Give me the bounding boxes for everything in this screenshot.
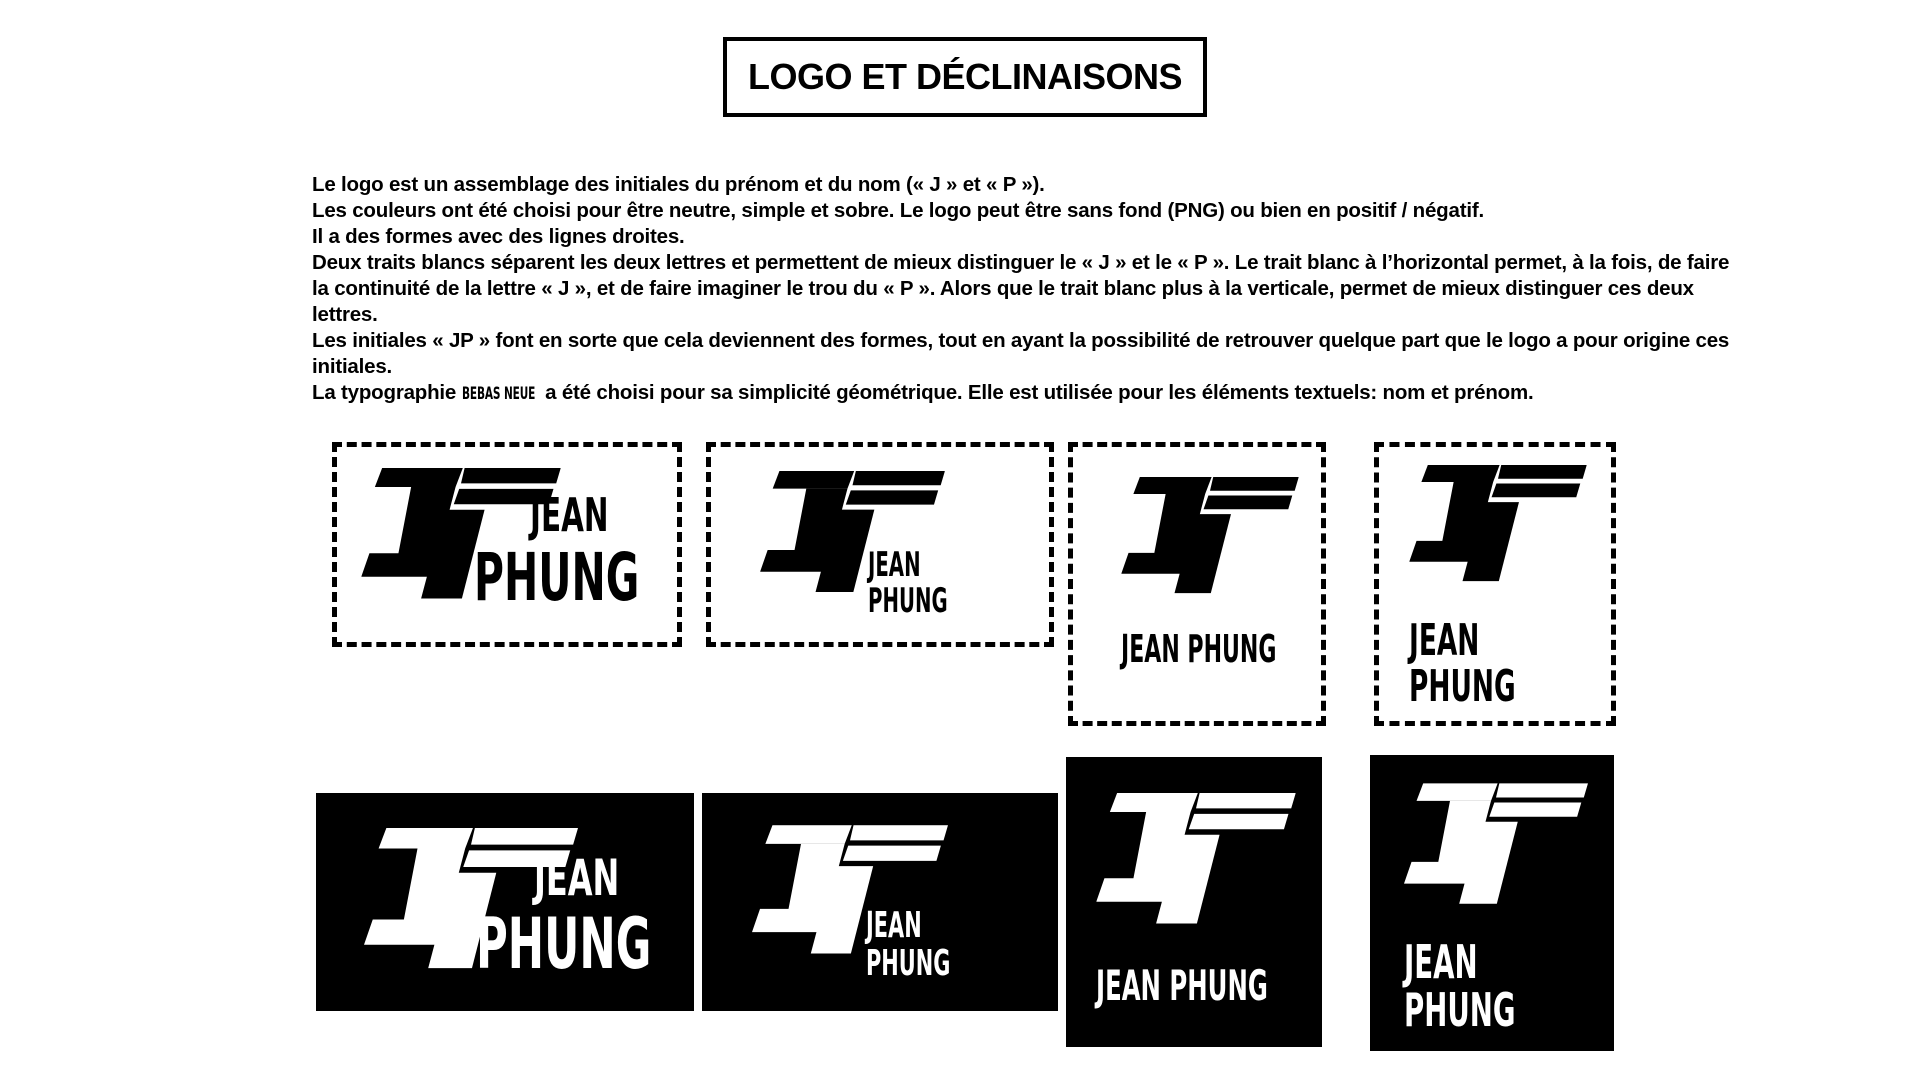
description-line: Les initiales « JP » font en sorte que cela deviennent des formes, tout en ayant la possibilité de retrouver quelque part que le logo a pour origine ces initiales.: [312, 329, 1730, 378]
logo-full-name: JEAN PHUNG: [1121, 627, 1277, 671]
logo-first-name: JEAN: [534, 849, 620, 907]
logo-first-name: JEAN: [1409, 615, 1480, 666]
logo-variant-negative-stacked-one-line: [1066, 757, 1322, 1047]
logo-first-name: JEAN: [530, 488, 609, 542]
logo-first-name: JEAN: [866, 905, 922, 946]
typography-line: [312, 380, 1732, 407]
description: [312, 172, 1732, 407]
description-line: Les couleurs ont été choisi pour être neutre, simple et sobre. Le logo peut être sans fond (PNG) ou bien en positif / négatif.: [312, 199, 1484, 222]
logo-first-name: JEAN: [868, 545, 921, 585]
logo-variant-negative-stacked-two-lines: [1370, 755, 1614, 1051]
typography-prefix: La typographie: [312, 381, 457, 404]
logo-last-name: PHUNG: [868, 581, 948, 621]
logo-first-name: JEAN: [1404, 935, 1478, 989]
jp-monogram-icon: [1096, 793, 1296, 929]
logo-variant-negative-horizontal-small: [702, 793, 1058, 1011]
description-line: Deux traits blancs séparent les deux lettres et permettent de mieux distinguer le « J » et le « P ». Le trait blanc à l’horizontal permet, à la fois, de faire la continuité de la lettre « J », et de faire imaginer le trou du « P ». Alors que le trait blanc plus à la verticale, permet de mieux distinguer ces deux lettres.: [312, 251, 1730, 326]
description-line: Il a des formes avec des lignes droites.: [312, 225, 685, 248]
typography-font-name: BEBAS NEUE: [461, 384, 535, 404]
logo-variant-positive-horizontal-small: [706, 442, 1054, 647]
typography-suffix: a été choisi pour sa simplicité géométrique. Elle est utilisée pour les éléments textuels: nom et prénom.: [545, 381, 1534, 404]
logo-last-name: PHUNG: [476, 903, 652, 985]
jp-monogram-icon: [1404, 783, 1588, 909]
logo-variant-positive-stacked-two-lines: [1374, 442, 1616, 726]
logo-full-name: JEAN PHUNG: [1096, 961, 1268, 1010]
jp-monogram-icon: [1409, 465, 1587, 586]
logo-last-name: PHUNG: [1404, 983, 1516, 1037]
logo-last-name: PHUNG: [866, 943, 951, 984]
jp-monogram-icon: [1121, 477, 1299, 598]
logo-variant-positive-horizontal-large: [332, 442, 682, 647]
page-title: LOGO ET DÉCLINAISONS: [723, 37, 1207, 117]
logo-variant-positive-stacked-one-line: [1068, 442, 1326, 726]
logo-last-name: PHUNG: [474, 539, 640, 616]
logo-variant-negative-horizontal-large: [316, 793, 694, 1011]
logo-last-name: PHUNG: [1409, 661, 1516, 712]
description-line: Le logo est un assemblage des initiales du prénom et du nom (« J » et « P »).: [312, 173, 1045, 196]
